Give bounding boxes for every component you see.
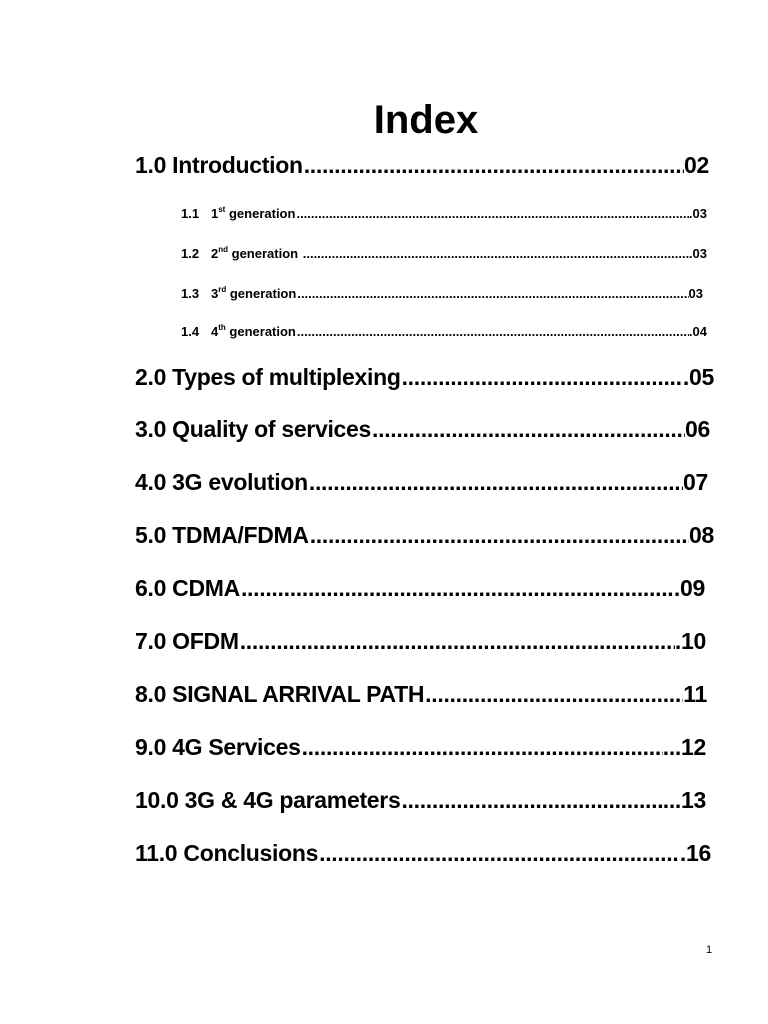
toc-entry-number: 4.0 bbox=[135, 469, 167, 495]
toc-entry-number: 6.0 bbox=[135, 575, 167, 601]
toc-leader-dots bbox=[371, 416, 685, 443]
toc-subentry-ordinal: 1 bbox=[211, 206, 219, 221]
toc-entry-page: 06 bbox=[685, 416, 710, 442]
toc-leader-dots bbox=[303, 152, 684, 179]
toc-entry-number: 7.0 bbox=[135, 628, 167, 654]
toc-entry-number: 11.0 bbox=[135, 840, 178, 866]
toc-leader-dots bbox=[400, 787, 662, 814]
toc-entry-page: .16 bbox=[679, 840, 711, 866]
toc-subentry-number: 1.2 bbox=[181, 246, 200, 261]
toc-entry-label: Types of multiplexing bbox=[172, 364, 401, 390]
toc-subentry-ordinal-suffix: th bbox=[218, 322, 226, 332]
toc-subentry-number: 1.3 bbox=[181, 286, 200, 301]
toc-leader-dots bbox=[302, 246, 689, 261]
toc-entry-ofdm bbox=[135, 628, 706, 655]
toc-subentry-label: generation bbox=[228, 206, 296, 221]
toc-entry-3g-4g-parameters bbox=[135, 787, 706, 814]
toc-subentry-ordinal: 3 bbox=[211, 286, 219, 301]
toc-entry-tdma-fdma bbox=[135, 522, 714, 549]
toc-subentry-ordinal: 2 bbox=[211, 246, 219, 261]
page-title: Index bbox=[373, 98, 479, 142]
toc-entry-page: .09 bbox=[673, 575, 705, 601]
toc-leader-dots bbox=[296, 286, 688, 301]
toc-subentry-page: .03 bbox=[688, 206, 707, 221]
toc-subentry-ordinal-suffix: st bbox=[218, 204, 226, 214]
toc-subentry-3rd-generation bbox=[181, 286, 703, 301]
toc-entry-number: 1.0 bbox=[135, 152, 167, 178]
toc-entry-page: .05 bbox=[682, 364, 714, 390]
toc-leader-dots bbox=[318, 840, 680, 867]
toc-subentry-page: .03 bbox=[688, 246, 707, 261]
toc-entry-page: ...12 bbox=[662, 734, 706, 760]
toc-subentry-ordinal-suffix: nd bbox=[218, 244, 229, 254]
toc-entry-page: 07 bbox=[683, 469, 708, 495]
toc-entry-label: 3G & 4G parameters bbox=[184, 787, 401, 813]
toc-leader-dots bbox=[308, 469, 683, 496]
toc-leader-dots bbox=[295, 206, 688, 221]
toc-entry-label: Conclusions bbox=[183, 840, 319, 866]
toc-entry-label: 3G evolution bbox=[172, 469, 308, 495]
toc-subentry-ordinal-suffix: rd bbox=[218, 284, 227, 294]
toc-entry-4g-services bbox=[135, 734, 706, 761]
toc-entry-number: 5.0 bbox=[135, 522, 167, 548]
toc-leader-dots bbox=[401, 364, 683, 391]
toc-entry-label: CDMA bbox=[172, 575, 240, 601]
toc-leader-dots bbox=[301, 734, 663, 761]
toc-entry-number: 3.0 bbox=[135, 416, 167, 442]
toc-leader-dots bbox=[239, 628, 675, 655]
toc-subentry-label: generation bbox=[231, 246, 299, 261]
toc-entry-quality-of-services bbox=[135, 416, 710, 443]
toc-entry-signal-arrival-path bbox=[135, 681, 707, 708]
toc-entry-label: 4G Services bbox=[172, 734, 301, 760]
toc-entry-number: 2.0 bbox=[135, 364, 167, 390]
toc-leader-dots bbox=[424, 681, 683, 708]
toc-subentry-number: 1.4 bbox=[181, 324, 200, 339]
toc-entry-conclusions bbox=[135, 840, 711, 867]
toc-subentry-4th-generation bbox=[181, 324, 707, 339]
toc-entry-3g-evolution bbox=[135, 469, 708, 496]
toc-leader-dots bbox=[309, 522, 689, 549]
toc-entry-label: TDMA/FDMA bbox=[172, 522, 309, 548]
toc-subentry-page: .04 bbox=[688, 324, 707, 339]
page-number: 1 bbox=[706, 944, 713, 956]
toc-entry-page: .10 bbox=[674, 628, 706, 654]
toc-entry-cdma bbox=[135, 575, 705, 602]
toc-entry-label: OFDM bbox=[172, 628, 239, 654]
toc-entry-page: ...13 bbox=[662, 787, 706, 813]
toc-subentry-label: generation bbox=[229, 286, 297, 301]
toc-leader-dots bbox=[240, 575, 674, 602]
toc-entry-number: 9.0 bbox=[135, 734, 167, 760]
toc-subentry-label: generation bbox=[229, 324, 296, 339]
toc-entry-introduction bbox=[135, 152, 709, 179]
toc-entry-number: 10.0 bbox=[135, 787, 179, 813]
toc-subentry-ordinal: 4 bbox=[211, 324, 219, 339]
toc-subentry-page: 03 bbox=[688, 286, 703, 301]
toc-entry-page: 08 bbox=[689, 522, 714, 548]
toc-entry-page: 11 bbox=[683, 681, 707, 707]
toc-subentry-number: 1.1 bbox=[181, 206, 200, 221]
toc-entry-label: Quality of services bbox=[172, 416, 372, 442]
toc-subentry-1st-generation bbox=[181, 206, 707, 221]
toc-subentry-2nd-generation bbox=[181, 246, 707, 261]
toc-entry-page: 02 bbox=[684, 152, 709, 178]
toc-leader-dots bbox=[296, 324, 689, 339]
toc-entry-label: SIGNAL ARRIVAL PATH bbox=[172, 681, 425, 707]
toc-entry-types-of-multiplexing bbox=[135, 364, 714, 391]
toc-entry-label: Introduction bbox=[172, 152, 303, 178]
toc-entry-number: 8.0 bbox=[135, 681, 167, 707]
